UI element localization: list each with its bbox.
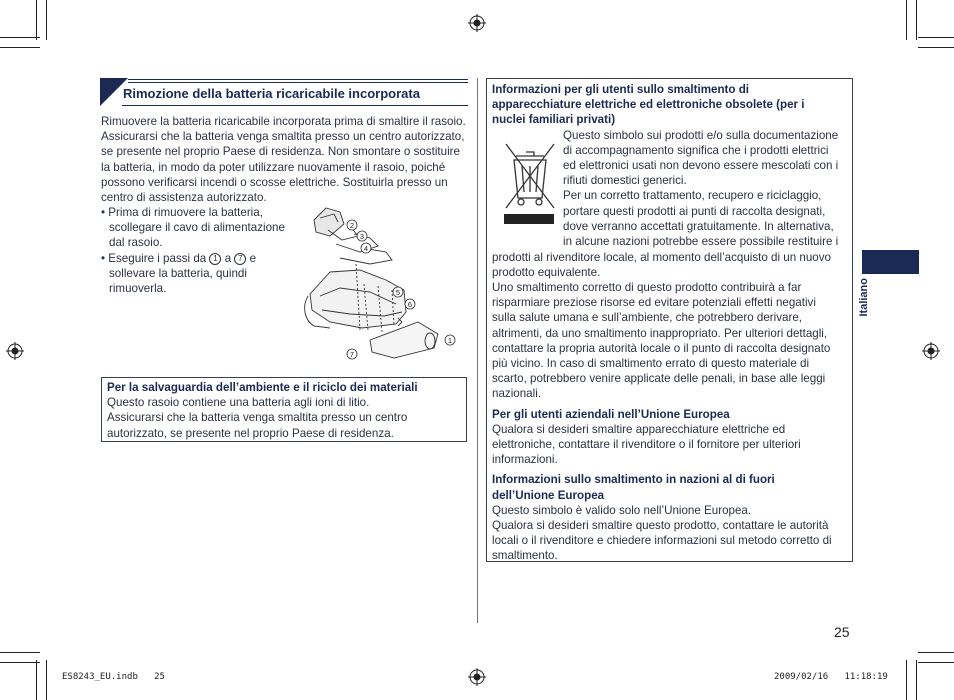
environment-box: Per la salvaguardia dell’ambiente e il riciclo dei materiali Questo rasoio contiene una batteria agli ioni di litio. Assicurarsi che la batteria venga smaltita presso un centro autorizzato, se presente nel proprio Paese di residenza. [101, 377, 467, 442]
bullet-list [101, 205, 301, 296]
header-rule [128, 79, 468, 80]
outside-eu-title: Informazioni sullo smaltimento in nazioni al di fuori dell’Unione Europea [492, 473, 775, 502]
environment-title: Per la salvaguardia dell’ambiente e il riciclo dei materiali [107, 381, 418, 394]
page-number: 25 [834, 624, 850, 640]
step-number-1: 1 [209, 253, 221, 265]
diagram-label-2: 2 [349, 221, 355, 230]
crop-mark [916, 660, 917, 700]
registration-mark-icon [468, 668, 486, 686]
weee-info-box [486, 78, 853, 562]
footer-timestamp: 2009/02/16 11:18:19 [774, 672, 888, 682]
bullet-item: • Eseguire i passi da 1 a 7 e sollevare la batteria, quindi rimuoverla. [101, 251, 257, 296]
outside-eu-text: Questo simbolo è valido solo nell’Unione Europea. Qualora si desideri smaltire questo prodotto, contattare le autorità locali o il rivenditore e chiedere informazioni sul metodo corretto di smaltimento. [492, 503, 832, 563]
crop-mark [0, 37, 40, 38]
weee-body: prodotti al rivenditore locale, al momento dell’acquisto di un nuovo prodotto equivalente. Uno smaltimento corretto di questo prodotto contribuirà a far risparmiare preziose risorse ed evitare potenziali effetti negativi sulla salute umana e sull’ambiente, che potrebbero derivare, altrimenti, da uno smaltimento inappropriato. Per ulteriori dettagli, contattare la propria autorità locale o il punto di raccolta designato più vicino. In caso di smaltimento errato di questo materiale di scarto, potrebbero venire applicate delle penali, in base alle leggi nazionali. [492, 250, 831, 401]
diagram-label-1: 1 [447, 336, 453, 345]
diagram-label-5: 5 [395, 288, 401, 297]
shaver-disassembly-diagram [300, 200, 466, 365]
crop-mark [916, 0, 917, 40]
language-tab [862, 250, 919, 274]
crop-mark [918, 37, 954, 38]
business-users-title: Per gli utenti aziendali nell’Unione Europea [492, 407, 730, 421]
header-rule [128, 82, 468, 83]
bullet-item: • Prima di rimuovere la batteria, scollegare il cavo di alimentazione dal rasoio. [101, 206, 285, 250]
business-users-text: Qualora si desideri smaltire apparecchiature elettriche ed elettroniche, contattare il rivenditore o il fornitore per ulteriori informazioni. [492, 422, 801, 467]
crop-mark [918, 47, 954, 48]
crop-mark [0, 47, 40, 48]
footer-file: ES8243_EU.indb 25 [62, 672, 165, 682]
section-title: Rimozione della batteria ricaricabile incorporata [123, 86, 420, 101]
diagram-label-6: 6 [407, 300, 413, 309]
column-divider [477, 78, 478, 623]
crop-mark [36, 660, 37, 700]
header-rule [122, 105, 468, 106]
crop-mark [918, 652, 954, 653]
crop-mark [36, 0, 37, 40]
diagram-label-7: 7 [349, 350, 355, 359]
language-label: Italiano [858, 278, 870, 317]
crop-mark [906, 0, 907, 40]
registration-mark-icon [922, 342, 940, 360]
weee-title: Informazioni per gli utenti sullo smaltimento di apparecchiature elettriche ed elettroniche obsolete (per i nuclei familiari privati) [492, 83, 805, 127]
crop-mark [918, 662, 954, 663]
registration-mark-icon [6, 342, 24, 360]
crop-mark [46, 660, 47, 700]
crossed-out-bin-icon [502, 138, 558, 224]
step-number-7: 7 [234, 253, 246, 265]
crop-mark [0, 652, 40, 653]
crop-mark [906, 660, 907, 700]
registration-mark-icon [468, 14, 486, 32]
intro-paragraph: Rimuovere la batteria ricaricabile incorporata prima di smaltire il rasoio. Assicurarsi che la batteria venga smaltita presso un centro autorizzato, se presente nel proprio Paese di residenza. Non smontare o sostituire la batteria, in modo da poter utilizzare nuovamente il rasoio, poiché possono verificarsi incendi o scosse elettriche. Sostituirla presso un centro di assistenza autorizzato. [101, 115, 466, 205]
crop-mark [0, 662, 40, 663]
crop-mark [46, 0, 47, 40]
weee-wrap-text: Questo simbolo sui prodotti e/o sulla documentazione di accompagnamento significa che i prodotti elettrici ed elettronici usati non devono essere mescolati con i rifiuti domestici generici. Per un corretto trattamento, recupero e riciclaggio, portare questi prodotti ai punti di raccolta designati, dove verranno accettati gratuitamente. In alternativa, in alcune nazioni potrebbe essere possibile restituire i [563, 128, 839, 249]
diagram-label-4: 4 [363, 244, 369, 253]
diagram-label-3: 3 [359, 232, 365, 241]
section-header [100, 78, 468, 106]
